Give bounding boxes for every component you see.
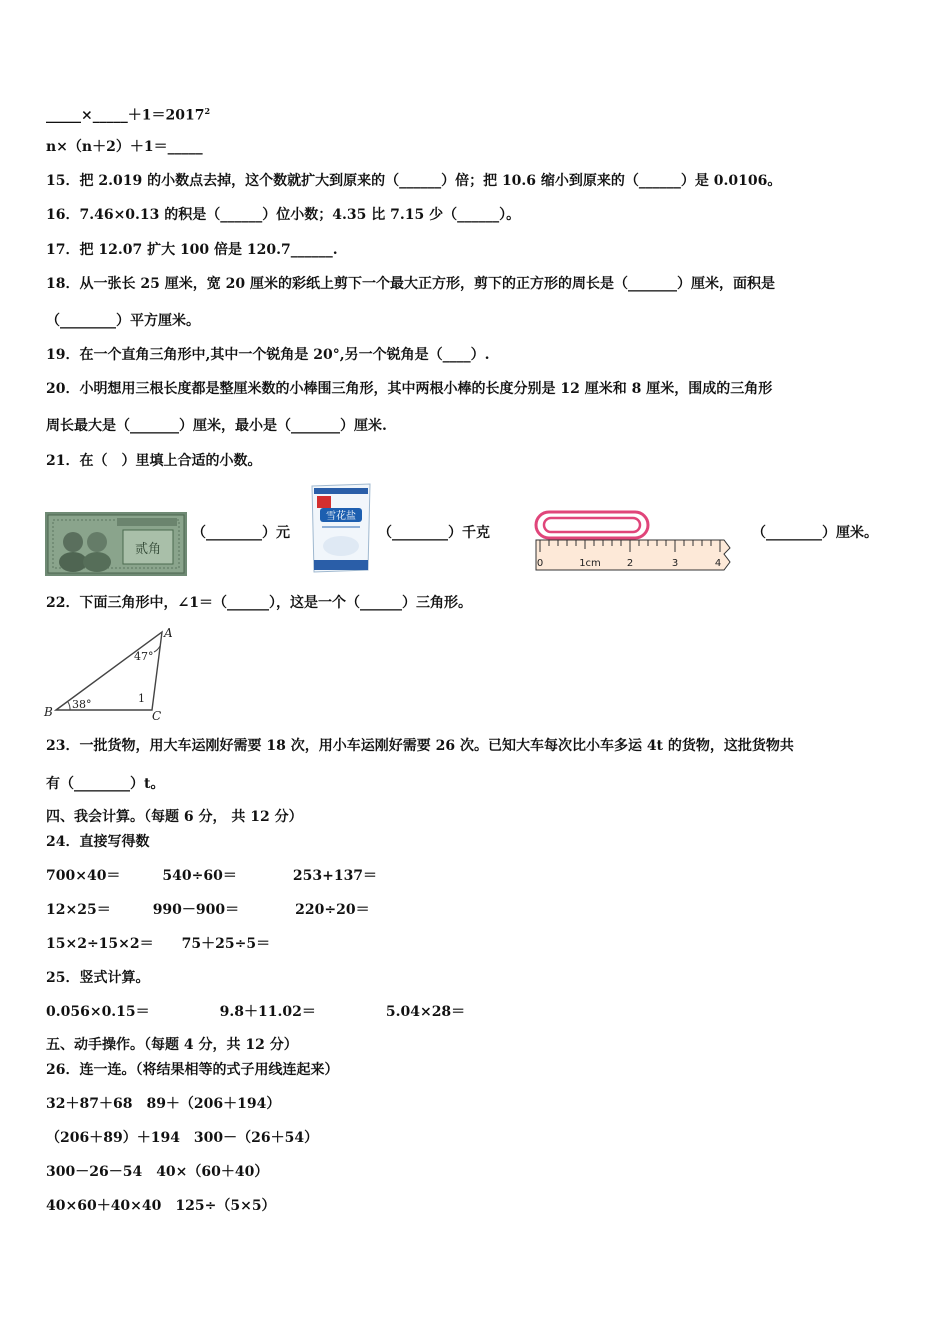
angle-a-label: 47° <box>134 650 154 663</box>
question-16: 16．7.46×0.13 的积是（______）位小数；4.35 比 7.15 少（______）。 <box>46 207 521 223</box>
q21-blank-kg: （________）千克 <box>378 525 490 541</box>
calc-row-3: 15×2÷15×2＝ 75＋25÷5＝ <box>46 936 271 952</box>
equation-line-2: n×（n＋2）＋1＝_____ <box>46 139 203 155</box>
question-18-line-2: （________）平方厘米。 <box>46 313 200 329</box>
match-row-1: 32＋87＋68 89＋（206＋194） <box>46 1096 281 1112</box>
question-18-line-1: 18．从一张长 25 厘米，宽 20 厘米的彩纸上剪下一个最大正方形，剪下的正方形的周长是（_______）厘米，面积是 <box>46 276 775 292</box>
banknote-text: 贰角 <box>134 542 162 557</box>
angle-b-label: 38° <box>72 698 92 711</box>
calc-row-4: 0.056×0.15＝ 9.8＋11.02＝ 5.04×28＝ <box>46 1004 466 1020</box>
match-row-3: 300－26－54 40×（60＋40） <box>46 1164 269 1180</box>
question-23-line-2: 有（________）t。 <box>46 776 165 792</box>
question-21: 21．在（ ）里填上合适的小数。 <box>46 453 262 469</box>
question-20-line-2: 周长最大是（_______）厘米，最小是（_______）厘米. <box>46 418 387 434</box>
question-22: 22．下面三角形中，∠1＝（______），这是一个（______）三角形。 <box>46 595 472 611</box>
question-24: 24．直接写得数 <box>46 834 150 850</box>
ruler-label-0: 0 <box>536 558 544 569</box>
match-row-2: （206＋89）＋194 300－（26＋54） <box>46 1130 319 1146</box>
section-5-heading: 五、动手操作。（每题 4 分，共 12 分） <box>46 1037 298 1053</box>
ruler-label-4: 4 <box>714 558 722 569</box>
q21-blank-cm: （________）厘米。 <box>752 525 878 541</box>
match-row-4: 40×60＋40×40 125÷（5×5） <box>46 1198 276 1214</box>
salt-bag-text: 雪花盐 <box>326 511 356 522</box>
ruler-label-3: 3 <box>671 558 679 569</box>
vertex-a-label: A <box>164 626 173 640</box>
question-19: 19．在一个直角三角形中,其中一个锐角是 20°,另一个锐角是（____）. <box>46 347 490 363</box>
salt-bag-image <box>308 480 374 576</box>
calc-row-1: 700×40＝ 540÷60＝ 253+137＝ <box>46 868 378 884</box>
question-25: 25．竖式计算。 <box>46 970 150 986</box>
banknote-image <box>45 512 187 576</box>
question-17: 17．把 12.07 扩大 100 倍是 120.7______. <box>46 242 338 258</box>
equation-line-1: $\_\_\_\_\_\times\_\_\_\_\_+1=2017^2$ <box>46 106 211 124</box>
question-26: 26．连一连。（将结果相等的式子用线连起来） <box>46 1062 339 1078</box>
q21-blank-yuan: （________）元 <box>192 525 290 541</box>
ruler-paperclip-image <box>530 508 736 576</box>
ruler-label-2: 2 <box>626 558 634 569</box>
angle-1-label: 1 <box>138 692 145 705</box>
section-4-heading: 四、我会计算。（每题 6 分， 共 12 分） <box>46 809 303 825</box>
question-23-line-1: 23．一批货物，用大车运刚好需要 18 次，用小车运刚好需要 26 次。已知大车每次比小车多运 4t 的货物，这批货物共 <box>46 738 794 754</box>
question-15: 15．把 2.019 的小数点去掉，这个数就扩大到原来的（______）倍；把 10.6 缩小到原来的（______）是 0.0106。 <box>46 173 782 189</box>
triangle-diagram <box>40 622 180 722</box>
calc-row-2: 12×25＝ 990－900＝ 220÷20＝ <box>46 902 370 918</box>
question-20-line-1: 20．小明想用三根长度都是整厘米数的小棒围三角形，其中两根小棒的长度分别是 12 厘米和 8 厘米，围成的三角形 <box>46 381 773 397</box>
vertex-c-label: C <box>152 709 162 722</box>
vertex-b-label: B <box>44 705 53 719</box>
ruler-label-1cm: 1cm <box>579 558 601 569</box>
